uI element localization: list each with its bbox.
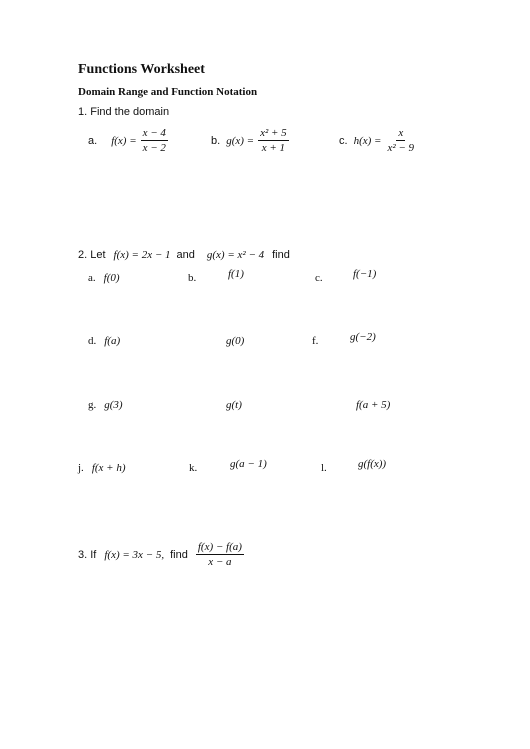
q1c-numerator: x	[398, 127, 404, 139]
q2a-label: a.	[88, 272, 96, 284]
q2b-expr: f(1)	[228, 268, 244, 280]
q2-def-f: f(x) = 2x − 1	[113, 249, 171, 261]
q1b-fraction	[258, 127, 289, 154]
q2k-expr: g(a − 1)	[230, 458, 267, 470]
q2c-expr: f(−1)	[353, 268, 377, 280]
q1c-denominator: x² − 9	[387, 142, 415, 154]
q1-part-a	[88, 127, 168, 154]
q2-item-c	[315, 268, 323, 286]
q2e-expr: g(0)	[226, 335, 245, 347]
q2-item-b	[188, 268, 196, 286]
q1c-fraction	[385, 127, 416, 154]
q1a-denominator: x − 2	[142, 142, 166, 154]
worksheet-title: Functions Worksheet	[78, 62, 205, 77]
q2-item-h	[226, 395, 242, 413]
q2-item-d	[88, 331, 120, 349]
q3-find: find	[170, 549, 188, 562]
q2b-label: b.	[188, 272, 197, 284]
q2l-label: l.	[321, 462, 327, 474]
q1-part-b	[211, 127, 289, 154]
q2-def-g: g(x) = x² − 4	[206, 249, 265, 261]
q2-item-f	[312, 331, 318, 349]
q2j-label: j.	[78, 462, 84, 474]
q2f-expr: g(−2)	[350, 331, 376, 343]
q2-and: and	[176, 249, 195, 261]
q3-lead: 3. If	[78, 549, 97, 562]
q2l-expr: g(f(x))	[358, 458, 387, 470]
worksheet-subtitle: Domain Range and Function Notation	[78, 86, 258, 98]
q2-item-i	[356, 395, 390, 413]
q2i-expr: f(a + 5)	[356, 399, 391, 411]
q2-prompt	[78, 245, 290, 263]
q1-part-c	[339, 127, 416, 154]
q2f-label: f.	[312, 335, 319, 347]
q2-lead: 2. Let	[78, 249, 106, 261]
q2-item-g	[88, 395, 123, 413]
q1c-lhs: h(x) =	[353, 135, 382, 148]
q2k-label: k.	[189, 462, 198, 474]
q2d-label: d.	[88, 335, 97, 347]
q2-find: find	[272, 249, 290, 261]
q1a-lhs: f(x) =	[111, 135, 137, 148]
q2a-expr: f(0)	[103, 272, 120, 284]
q2j-expr: f(x + h)	[91, 462, 126, 474]
q1b-lhs: g(x) =	[226, 135, 255, 148]
q3-denominator: x − a	[208, 556, 232, 568]
q2-item-j	[78, 458, 126, 476]
q1a-numerator: x − 4	[142, 127, 166, 139]
q1a-label: a.	[88, 135, 98, 148]
q1a-fraction	[141, 127, 168, 154]
q2g-expr: g(3)	[104, 399, 123, 411]
q1c-label: c.	[339, 135, 348, 148]
q2-item-e	[226, 331, 244, 349]
q2-item-l	[321, 458, 327, 476]
q3-numerator: f(x) − f(a)	[197, 541, 242, 553]
q1b-label: b.	[211, 135, 221, 148]
q1b-denominator: x + 1	[261, 142, 286, 154]
q2-item-a	[88, 268, 120, 286]
q1-prompt: 1. Find the domain	[78, 106, 170, 118]
q2-item-k	[189, 458, 197, 476]
q2c-label: c.	[315, 272, 323, 284]
q3-fraction	[196, 541, 244, 568]
q1b-numerator: x² + 5	[260, 127, 287, 139]
q3-def-f: f(x) = 3x − 5,	[104, 549, 165, 562]
q2g-label: g.	[88, 399, 97, 411]
q2d-expr: f(a)	[104, 335, 121, 347]
q2h-expr: g(t)	[226, 399, 242, 411]
q3-prompt	[78, 541, 244, 568]
